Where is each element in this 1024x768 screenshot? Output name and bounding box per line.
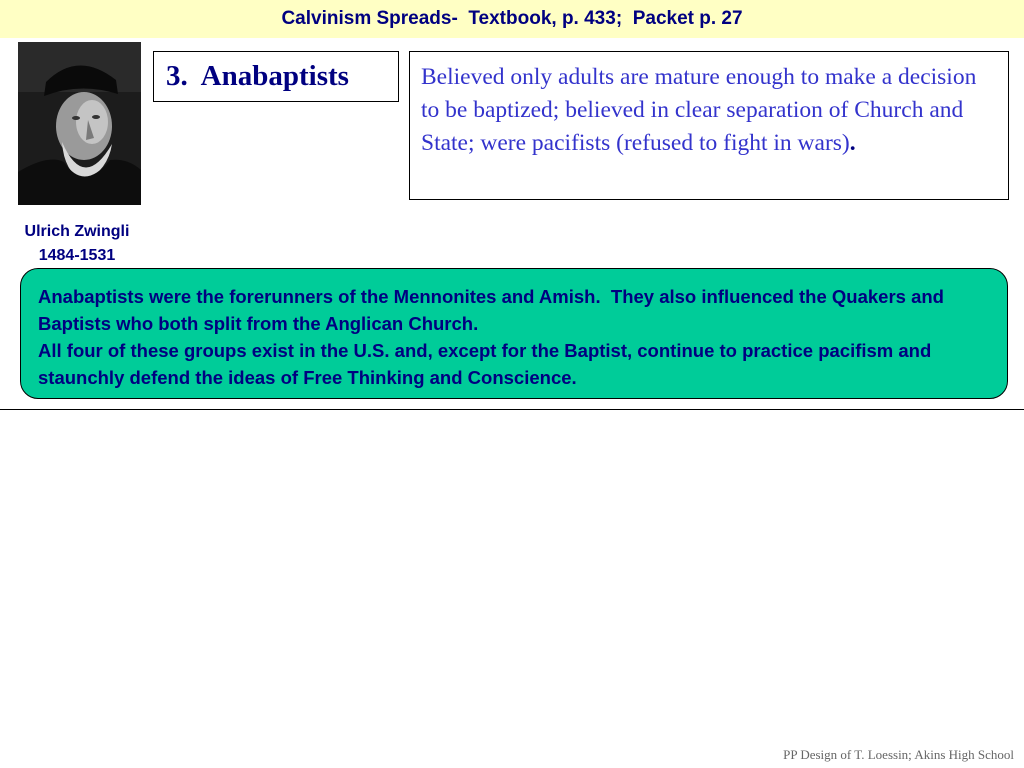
note-line-2: All four of these groups exist in the U.S. and, except for the Baptist, continue to practice pacifism and staunchly defend the ideas of Free Thinking and Conscience. [38, 340, 937, 388]
portrait-image [18, 42, 141, 205]
note-line-1: Anabaptists were the forerunners of the Mennonites and Amish. They also influenced the Quakers and Baptists who both split from the Anglican Church. [38, 286, 950, 334]
note-callout [20, 268, 1008, 399]
section-heading: 3. Anabaptists [153, 51, 399, 102]
definition-text: Believed only adults are mature enough to make a decision to be baptized; believed in clear separation of Church and State; were pacifists (refused to fight in wars) [421, 64, 977, 156]
footer-credit: PP Design of T. Loessin; Akins High School [783, 747, 1014, 762]
definition-period: . [849, 130, 856, 156]
portrait-caption [6, 220, 148, 268]
definition-box [409, 51, 1009, 200]
divider-line [0, 409, 1024, 410]
portrait-name: Ulrich Zwingli [24, 223, 130, 240]
portrait-dates: 1484-1531 [38, 247, 116, 264]
slide-title: Calvinism Spreads- Textbook, p. 433; Packet p. 27 [0, 0, 1024, 38]
